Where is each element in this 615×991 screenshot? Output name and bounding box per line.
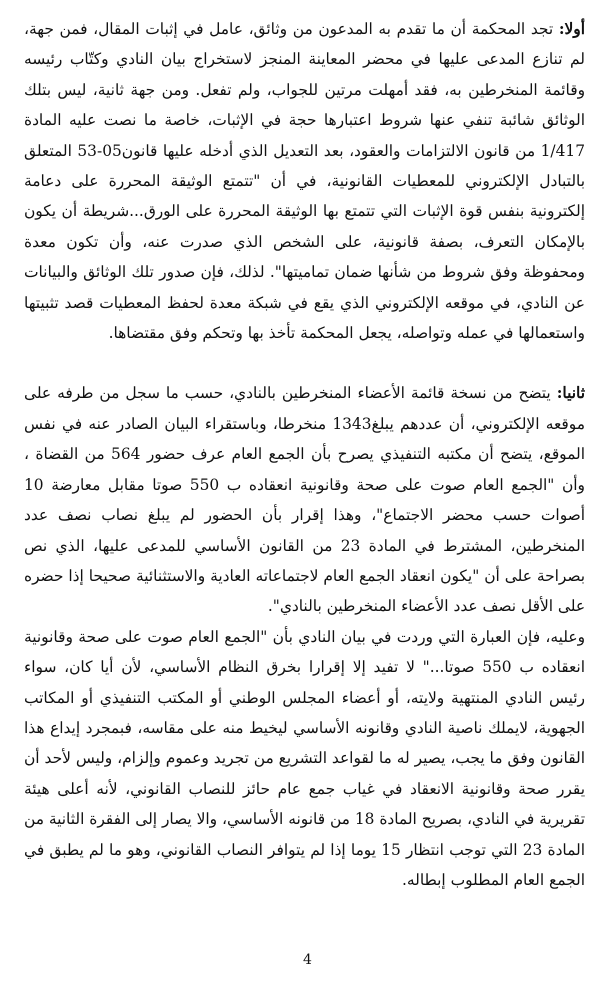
- paragraph-first-lead: أولا:: [558, 20, 585, 38]
- paragraph-first-text: تجد المحكمة أن ما تقدم به المدعون من وثائق، عامل في إثبات المقال، فمن جهة، لم تنازع المدعى عليها في محضر المعاينة المنجز لاستخراج بيان النادي وكتّاب رئيسه وقائمة المنخرطين به، فقد أمهلت مرتين للجواب، ولم تفعل. ومن جهة ثانية، ليس بتلك الوثائق شائبة تنفي عنها شروط اعتبارها حجة في الإثبات، خاصة ما نصت عليه المادة 1/417 من قانون الالتزامات والعقود، بعد التعديل الذي أدخله عليها قانون05-53 المتعلق بالتبادل الإلكتروني للمعطيات القانونية، في أن "تتمتع الوثيقة المحررة على دعامة إلكترونية بنفس قوة الإثبات التي تتمتع بها الوثيقة المحررة على الورق...شريطة أن يكون بالإمكان التعرف، بصفة قانونية، على الشخص الذي صدرت عنه، وأن تكون معدة ومحفوظة وفق شروط من شأنها ضمان تماميتها". لذلك، فإن صدور تلك الوثائق والبيانات عن النادي، في موقعه الإلكتروني الذي يقع في شبكة معدة لحفظ المعطيات قصد تثبيتها واستعمالها في عمله وتواصله، يجعل المحكمة تأخذ بها وتحكم وفق مقتضاها.: [24, 20, 585, 343]
- paragraph-second: [24, 378, 585, 621]
- paragraph-third-text: وعليه، فإن العبارة التي وردت في بيان النادي بأن "الجمع العام صوت على صحة وقانونية انعقاده ب 550 صوتا..." لا تفيد إلا إقرارا بخرق النظام الأساسي، لأن أيا كان، سواء رئيس النادي المنتهية ولايته، أو أعضاء المجلس الوطني أو المكتب التنفيذي أو المكاتب الجهوية، لايملك ناصية النادي وقانونه الأساسي ليخيط منه على مقاسه، فبمجرد إيداع هذا القانون وفق ما يجب، يصير له ما لقواعد التشريع من تجريد وعموم وإلزام، وليس لأحد أن يقرر صحة وقانونية الانعقاد في غياب جمع عام حائز للنصاب القانوني، لأنه أعلى هيئة تقريرية في النادي، بصريح المادة 18 من قانونه الأساسي، والا يصار إلى الفقرة الثانية من المادة 23 التي توجب انتظار 15 يوما إذا لم يتوافر النصاب القانوني، وهو ما لم يطبق في الجمع العام المطلوب إبطاله.: [24, 627, 585, 889]
- paragraph-third: [24, 622, 585, 896]
- paragraph-first: [24, 14, 585, 348]
- page-number: 4: [303, 952, 312, 968]
- paragraph-second-lead: ثانيا:: [556, 384, 585, 403]
- paragraph-second-text: يتضح من نسخة قائمة الأعضاء المنخرطين بالنادي، حسب ما سجل من طرفه على موقعه الإلكتروني، أن عددهم يبلغ1343 منخرطا، وباستقراء البيان الصادر عنه في نفس الموقع، يتضح أن مكتبه التنفيذي يصرح بأن الجمع العام عرف حضور 564 من القضاة ، وأن "الجمع العام صوت على صحة وقانونية انعقاده ب 550 صوتا مقابل معارضة 10 أصوات حسب محضر الاجتماع"، وهذا إقرار بأن الحضور لم يبلغ نصاب نصف عدد المنخرطين، المشترط في المادة 23 من القانون الأساسي للمدعى عليها، الذي نص بصراحة على أن "يكون انعقاد الجمع العام لاجتماعاته العادية والاستثنائية صحيحا إذا حضره على الأقل نصف عدد الأعضاء المنخرطين بالنادي".: [24, 384, 585, 616]
